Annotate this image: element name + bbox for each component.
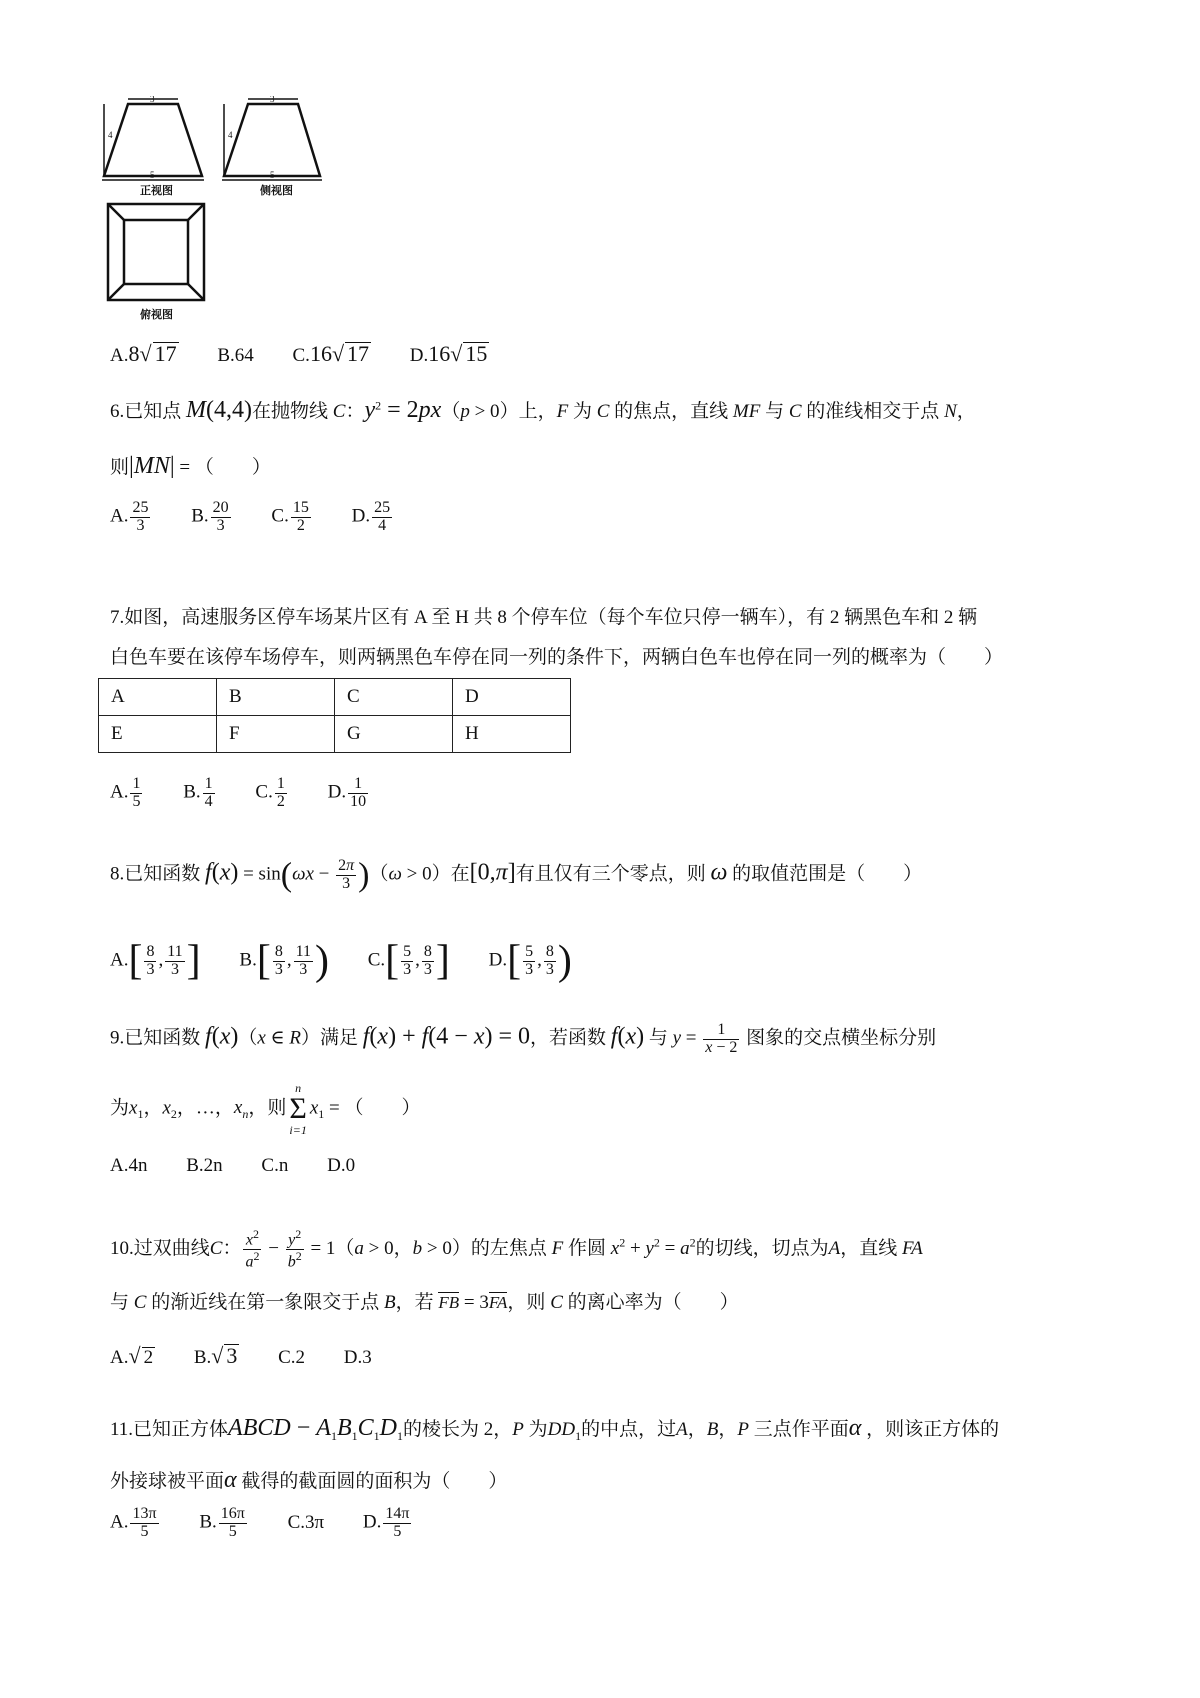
- q10-option-c: C.2: [278, 1347, 306, 1368]
- table-cell: H: [453, 716, 571, 753]
- q11-stem-line2: 外接球被平面α 截得的截面圆的面积为（ ）: [110, 1467, 508, 1493]
- front-view-label: 正视图: [140, 185, 173, 197]
- q6-option-b: B. $\frac{20}{3}$: [191, 499, 229, 534]
- top-view: [108, 204, 204, 300]
- q6-stem-line1: 6.已知点 M(4,4)在抛物线 C：$y^2 = 2px(p > 0)$上，F 为 C 的焦点，直线 MF 与 C 的准线相交于点 N，: [110, 397, 976, 423]
- q10-option-a: A.√ 2: [110, 1343, 154, 1368]
- side-view-label: 侧视图: [260, 185, 293, 197]
- side-top-dim: 3: [270, 96, 275, 104]
- q6-options: [110, 500, 428, 535]
- q8-options: [110, 940, 606, 982]
- q11-option-d: D. $\frac{14\pi}{5}$: [362, 1505, 410, 1540]
- q11-option-c: C.3π: [287, 1511, 325, 1533]
- parking-table: [98, 678, 571, 753]
- table-cell: C: [335, 679, 453, 716]
- q6-option-d: D. $\frac{25}{4}$: [351, 499, 391, 534]
- q8-option-a: A.[ $\frac{8}{3}$ , $\frac{11}{3}$ ]: [110, 938, 201, 984]
- front-height-dim: 4: [108, 130, 113, 140]
- q9-options: [110, 1156, 389, 1175]
- table-cell: E: [99, 716, 217, 753]
- q7-option-c: C. $\frac{1}{2}$: [255, 775, 285, 810]
- q7-option-d: D. $\frac{1}{10}$: [327, 775, 367, 810]
- q7-options: [110, 776, 404, 811]
- table-cell: F: [217, 716, 335, 753]
- q11-options: [110, 1506, 447, 1541]
- top-view-label: 俯视图: [140, 309, 173, 321]
- q7-stem-line1: 7.如图，高速服务区停车场某片区有 A 至 H 共 8 个停车位（每个车位只停一辆车），有 2 辆黑色车和 2 辆: [110, 607, 978, 628]
- three-view-figure: [100, 96, 340, 346]
- q11-stem-line1: 11.已知正方体ABCD − $A_1B_1C_1D_1$的棱长为 2，P 为$DD_1$的中点，过A，B，P 三点作平面α ，则该正方体的: [110, 1415, 1000, 1443]
- front-bottom-dim: 5: [150, 170, 155, 180]
- table-cell: G: [335, 716, 453, 753]
- q10-stem-line1: 10.过双曲线C： $\frac{x^2}{a^2}$ − $\frac{y^2}{b^2}$ = 1（a > 0，b > 0）的左焦点 F 作圆 $x^2 + y^2 = a^2$的切线，切点为A，直线 FA: [110, 1227, 923, 1271]
- table-row: [99, 679, 571, 716]
- table-cell: A: [99, 679, 217, 716]
- q11-option-a: A. $\frac{13\pi}{5}$: [110, 1505, 157, 1540]
- q8-option-d: D.[ $\frac{5}{3}$ , $\frac{8}{3}$ ): [488, 938, 572, 984]
- q5-option-c: C.16√ 17: [292, 341, 370, 366]
- q5-option-a: A.8√ 17: [110, 341, 177, 366]
- q7-option-b: B. $\frac{1}{4}$: [183, 775, 213, 810]
- q5-option-b: B.64: [217, 345, 254, 366]
- q8-option-b: B.[ $\frac{8}{3}$ , $\frac{11}{3}$ ): [239, 938, 329, 984]
- q10-options: [110, 1344, 406, 1367]
- q9-option-c: C.n: [261, 1155, 289, 1176]
- q9-stem-line2: 为$x_1$，$x_2$，…，$x_n$，则 n Σ i=1 $x_1$ = （ ）: [110, 1081, 421, 1137]
- q8-stem: 8.已知函数 f(x) = sin(ωx − $\frac{2\pi}{3}$ )（ω > 0）在[0,π]有且仅有三个零点，则 ω 的取值范围是（ ）: [110, 856, 923, 894]
- q9-stem-line1: 9.已知函数 f(x)（x ∈ R）满足 f(x) + f(4 − x) = 0，若函数 f(x) 与 y = $\frac{1}{x - 2}$ 图象的交点横坐标分别: [110, 1021, 937, 1056]
- side-view: [222, 99, 322, 180]
- q10-stem-line2: 与 C 的渐近线在第一象限交于点 B，若 FB = 3FA，则 C 的离心率为（ ）: [110, 1292, 739, 1313]
- q9-option-d: D.0: [327, 1155, 356, 1176]
- side-height-dim: 4: [228, 130, 233, 140]
- q7-option-a: A. $\frac{1}{5}$: [110, 775, 141, 810]
- side-bottom-dim: 5: [270, 170, 275, 180]
- q9-option-a: A.4n: [110, 1155, 148, 1176]
- table-cell: B: [217, 679, 335, 716]
- q8-option-c: C.[ $\frac{5}{3}$ , $\frac{8}{3}$ ]: [367, 938, 450, 984]
- q7-stem-line2: 白色车要在该停车场停车，则两辆黑色车停在同一列的条件下，两辆白色车也停在同一列的概率为（ ）: [110, 647, 1004, 668]
- front-top-dim: 3: [150, 96, 155, 104]
- q9-option-b: B.2n: [186, 1155, 223, 1176]
- q6-option-a: A. $\frac{25}{3}$: [110, 499, 149, 534]
- table-row: [99, 716, 571, 753]
- front-view: [102, 99, 204, 180]
- table-cell: D: [453, 679, 571, 716]
- q5-option-d: D.16√ 15: [409, 341, 488, 366]
- q6-stem-line2: 则|MN| = （ ）: [110, 453, 271, 479]
- q10-option-b: B.√ 3: [193, 1343, 238, 1368]
- q5-options: [110, 342, 523, 365]
- q11-option-b: B. $\frac{16\pi}{5}$: [199, 1505, 245, 1540]
- q6-option-c: C. $\frac{15}{2}$: [271, 499, 309, 534]
- q10-option-d: D.3: [343, 1347, 372, 1368]
